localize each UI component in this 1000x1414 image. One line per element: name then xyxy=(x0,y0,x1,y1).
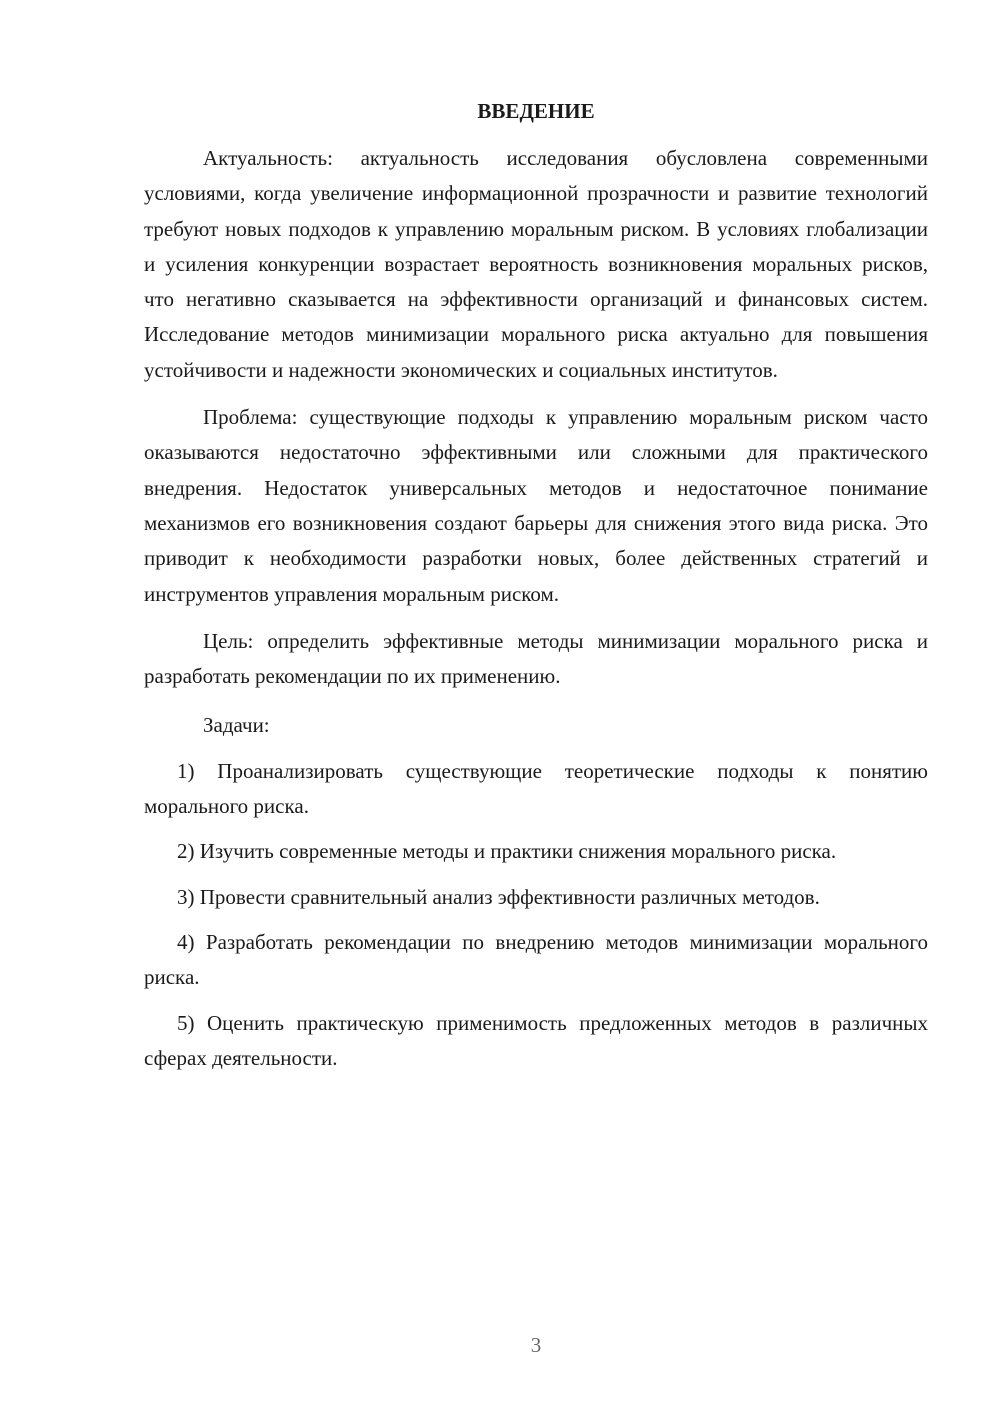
task-item-4: 4) Разработать рекомендации по внедрению методов минимизации морального риска. xyxy=(144,929,928,990)
relevance-paragraph: Актуальность: актуальность исследования обусловлена современными условиями, когда увеличение информационной прозрачности и развитие технологий требуют новых подходов к управлению моральным риском. В условиях глобализации и усиления конкуренции возрастает вероятность возникновения моральных рисков, что негативно сказывается на эффективности организаций и финансовых систем. Исследование методов минимизации морального риска актуально для повышения устойчивости и надежности экономических и социальных институтов. xyxy=(144,146,928,382)
tasks-title: Задачи: xyxy=(203,713,270,738)
task-item-1: 1) Проанализировать существующие теоретические подходы к понятию морального риска. xyxy=(144,758,928,819)
task-list xyxy=(144,754,928,1076)
page-number: 3 xyxy=(530,1333,542,1357)
document-page xyxy=(144,94,928,1086)
problem-paragraph: Проблема: существующие подходы к управлению моральным риском часто оказываются недостаточно эффективными или сложными для практического внедрения. Недостаток универсальных методов и недостаточное понимание механизмов его возникновения создают барьеры для снижения этого вида риска. Это приводит к необходимости разработки новых, более действенных стратегий и инструментов управления моральным риском. xyxy=(144,405,928,606)
task-item-3: 3) Провести сравнительный анализ эффективности различных методов. xyxy=(177,884,820,909)
section-heading: ВВЕДЕНИЕ xyxy=(477,99,595,123)
goal-paragraph: Цель: определить эффективные методы минимизации морального риска и разработать рекомендации по их применению. xyxy=(144,628,928,689)
task-item-2: 2) Изучить современные методы и практики снижения морального риска. xyxy=(177,839,837,864)
task-item-5: 5) Оценить практическую применимость предложенных методов в различных сферах деятельности. xyxy=(144,1010,928,1070)
